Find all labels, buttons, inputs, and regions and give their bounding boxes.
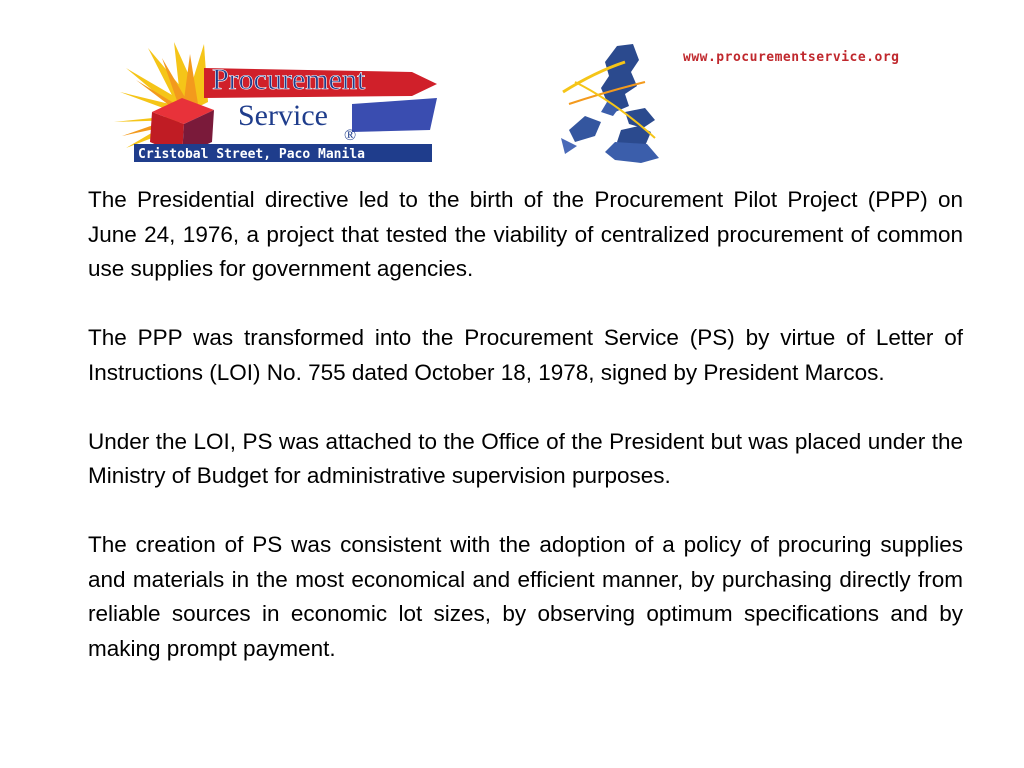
philippines-map-graphic [555, 42, 685, 165]
paragraph-1: The Presidential directive led to the birth of the Procurement Pilot Project (PPP) on June 24, 1976, a project that tested the viability of centralized procurement of common use supplies for government agencies. [88, 187, 963, 281]
sunburst-cube-icon [112, 40, 442, 165]
logo-address: Cristobal Street, Paco Manila [138, 147, 365, 162]
paragraph-4: The creation of PS was consistent with the adoption of a policy of procuring supplies and materials in the most economical and efficient manner, by purchasing directly from reliable sources in economic lot sizes, by observing optimum specifications and by making prompt payment. [88, 532, 963, 661]
registered-mark: ® [344, 127, 357, 144]
logo-line2: Service [238, 99, 328, 132]
paragraph-3: Under the LOI, PS was attached to the Office of the President but was placed under the Ministry of Budget for administrative supervision purposes. [88, 428, 963, 488]
paragraph-2: The PPP was transformed into the Procurement Service (PS) by virtue of Letter of Instructions (LOI) No. 755 dated October 18, 1978, signed by President Marcos. [88, 325, 963, 385]
website-url: www.procurementservice.org [683, 50, 900, 65]
philippines-map-icon [555, 42, 685, 165]
logo-line1: Procurement [212, 63, 366, 96]
procurement-service-logo [112, 40, 442, 165]
body-text [88, 183, 963, 666]
